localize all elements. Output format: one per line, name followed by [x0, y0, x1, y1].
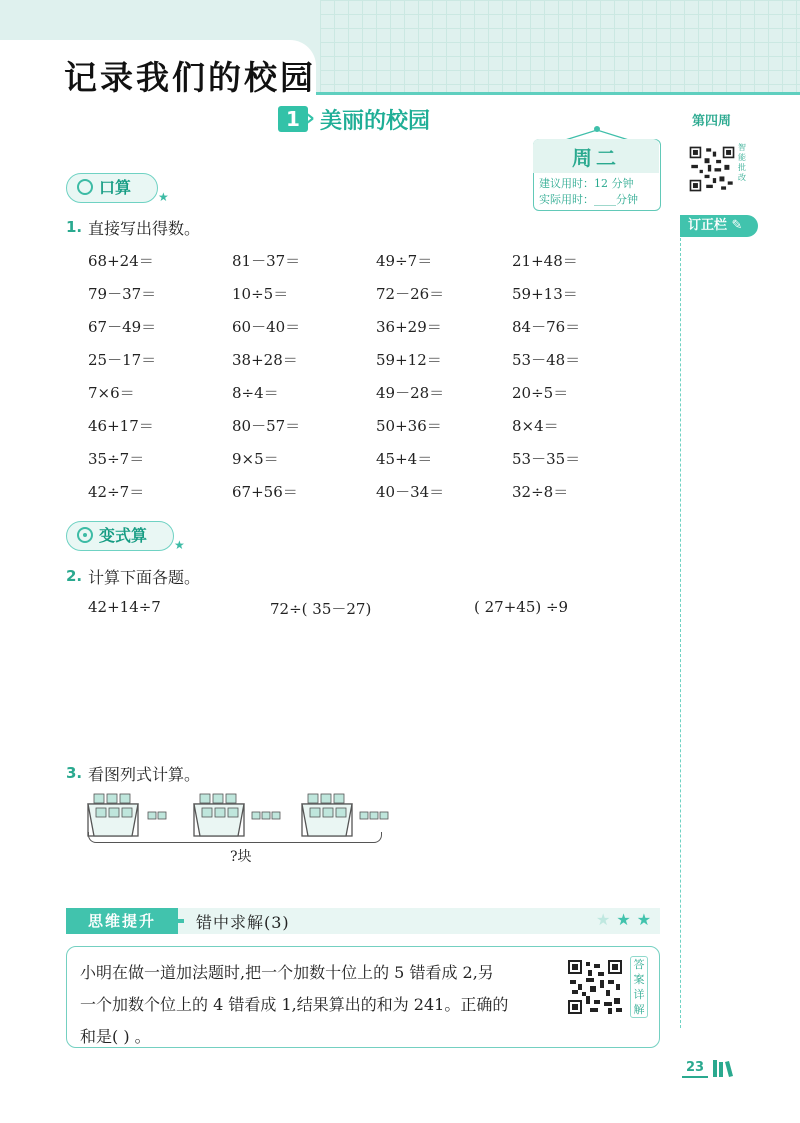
question-text: 看图列式计算。	[88, 765, 201, 784]
expression: 72÷( 35－27)	[270, 600, 372, 618]
problem-line: 小明在做一道加法题时,把一个加数十位上的 5 错看成 2,另	[80, 963, 494, 982]
day-label: 周二	[572, 146, 620, 170]
suggested-time: 建议用时：12 分钟	[539, 177, 634, 190]
oral-item: 10÷5＝	[232, 285, 289, 303]
total-label: ?块	[230, 849, 252, 865]
star-icon: ★	[636, 910, 658, 929]
difficulty-stars	[596, 910, 657, 929]
question-number: 3.	[66, 764, 83, 782]
question-number: 2.	[66, 567, 83, 585]
chevron-right-icon: ›	[306, 106, 316, 131]
oral-item: 49÷7＝	[376, 252, 433, 270]
correction-tag	[680, 215, 758, 237]
oral-item: 67－49＝	[88, 318, 157, 336]
expression: 42+14÷7	[88, 598, 161, 616]
answer-qr-code[interactable]	[566, 958, 624, 1016]
star-icon: ★	[616, 910, 637, 929]
oral-item: 38+28＝	[232, 351, 298, 369]
pencil-icon: ✎	[731, 218, 743, 233]
oral-item: 49－28＝	[376, 384, 445, 402]
actual-time: 实际用时：____分钟	[539, 193, 638, 206]
oral-item: 53－35＝	[512, 450, 581, 468]
oral-item: 45+4＝	[376, 450, 433, 468]
section-variant	[66, 521, 174, 551]
grading-qr-code[interactable]	[688, 145, 736, 193]
oral-item: 25－17＝	[88, 351, 157, 369]
basket-group	[88, 794, 388, 836]
section-oral	[66, 173, 158, 203]
page-number-underline	[682, 1076, 708, 1078]
oral-item: 50+36＝	[376, 417, 442, 435]
oral-item: 84－76＝	[512, 318, 581, 336]
oral-item: 20÷5＝	[512, 384, 569, 402]
total-bracket	[88, 832, 382, 843]
oral-item: 8×4＝	[512, 417, 559, 435]
section-variant-label: 变式算	[99, 526, 148, 545]
thinking-tag: 思维提升	[66, 908, 178, 934]
correction-divider	[680, 238, 681, 1028]
answer-qr-label: 答案详解	[630, 956, 648, 1018]
oral-item: 21+48＝	[512, 252, 578, 270]
oral-item: 59+13＝	[512, 285, 578, 303]
grading-qr-label: 智能批改	[738, 143, 746, 182]
star-icon: ★	[596, 910, 617, 929]
question-text: 计算下面各题。	[88, 568, 201, 587]
books-icon	[712, 1058, 734, 1078]
oral-item: 9×5＝	[232, 450, 279, 468]
week-label: 第四周	[692, 114, 732, 129]
question-number: 1.	[66, 218, 83, 236]
oral-item: 46+17＝	[88, 417, 154, 435]
correction-label: 订正栏	[688, 218, 728, 233]
oral-item: 7×6＝	[88, 384, 135, 402]
oral-item: 40－34＝	[376, 483, 445, 501]
lesson-title: 美丽的校园	[320, 109, 431, 134]
lesson-number: 1	[278, 106, 308, 132]
oral-item: 81－37＝	[232, 252, 301, 270]
expression: ( 27+45) ÷9	[474, 598, 569, 616]
oral-item: 80－57＝	[232, 417, 301, 435]
star-icon: ★	[158, 190, 169, 204]
page-title: 记录我们的校园	[64, 58, 316, 97]
oral-item: 36+29＝	[376, 318, 442, 336]
oral-item: 35÷7＝	[88, 450, 145, 468]
star-icon: ★	[174, 538, 185, 552]
oral-item: 59+12＝	[376, 351, 442, 369]
problem-line: 一个加数个位上的 4 错看成 1,结果算出的和为 241。正确的	[80, 995, 509, 1014]
problem-line: 和是( ) 。	[80, 1027, 151, 1046]
thinking-subtitle: 错中求解(3)	[196, 913, 290, 932]
oral-item: 42÷7＝	[88, 483, 145, 501]
stopwatch-icon	[77, 179, 93, 195]
oral-item: 67+56＝	[232, 483, 298, 501]
baskets-illustration	[84, 788, 394, 838]
oral-item: 72－26＝	[376, 285, 445, 303]
oral-item: 68+24＝	[88, 252, 154, 270]
oral-item: 79－37＝	[88, 285, 157, 303]
page-number: 23	[686, 1060, 705, 1075]
section-oral-label: 口算	[99, 178, 132, 197]
oral-item: 53－48＝	[512, 351, 581, 369]
header-grid-pattern	[320, 0, 800, 95]
target-icon	[77, 527, 93, 543]
thinking-connector	[178, 919, 184, 923]
oral-item: 60－40＝	[232, 318, 301, 336]
oral-item: 8÷4＝	[232, 384, 279, 402]
question-text: 直接写出得数。	[88, 219, 201, 238]
oral-item: 32÷8＝	[512, 483, 569, 501]
